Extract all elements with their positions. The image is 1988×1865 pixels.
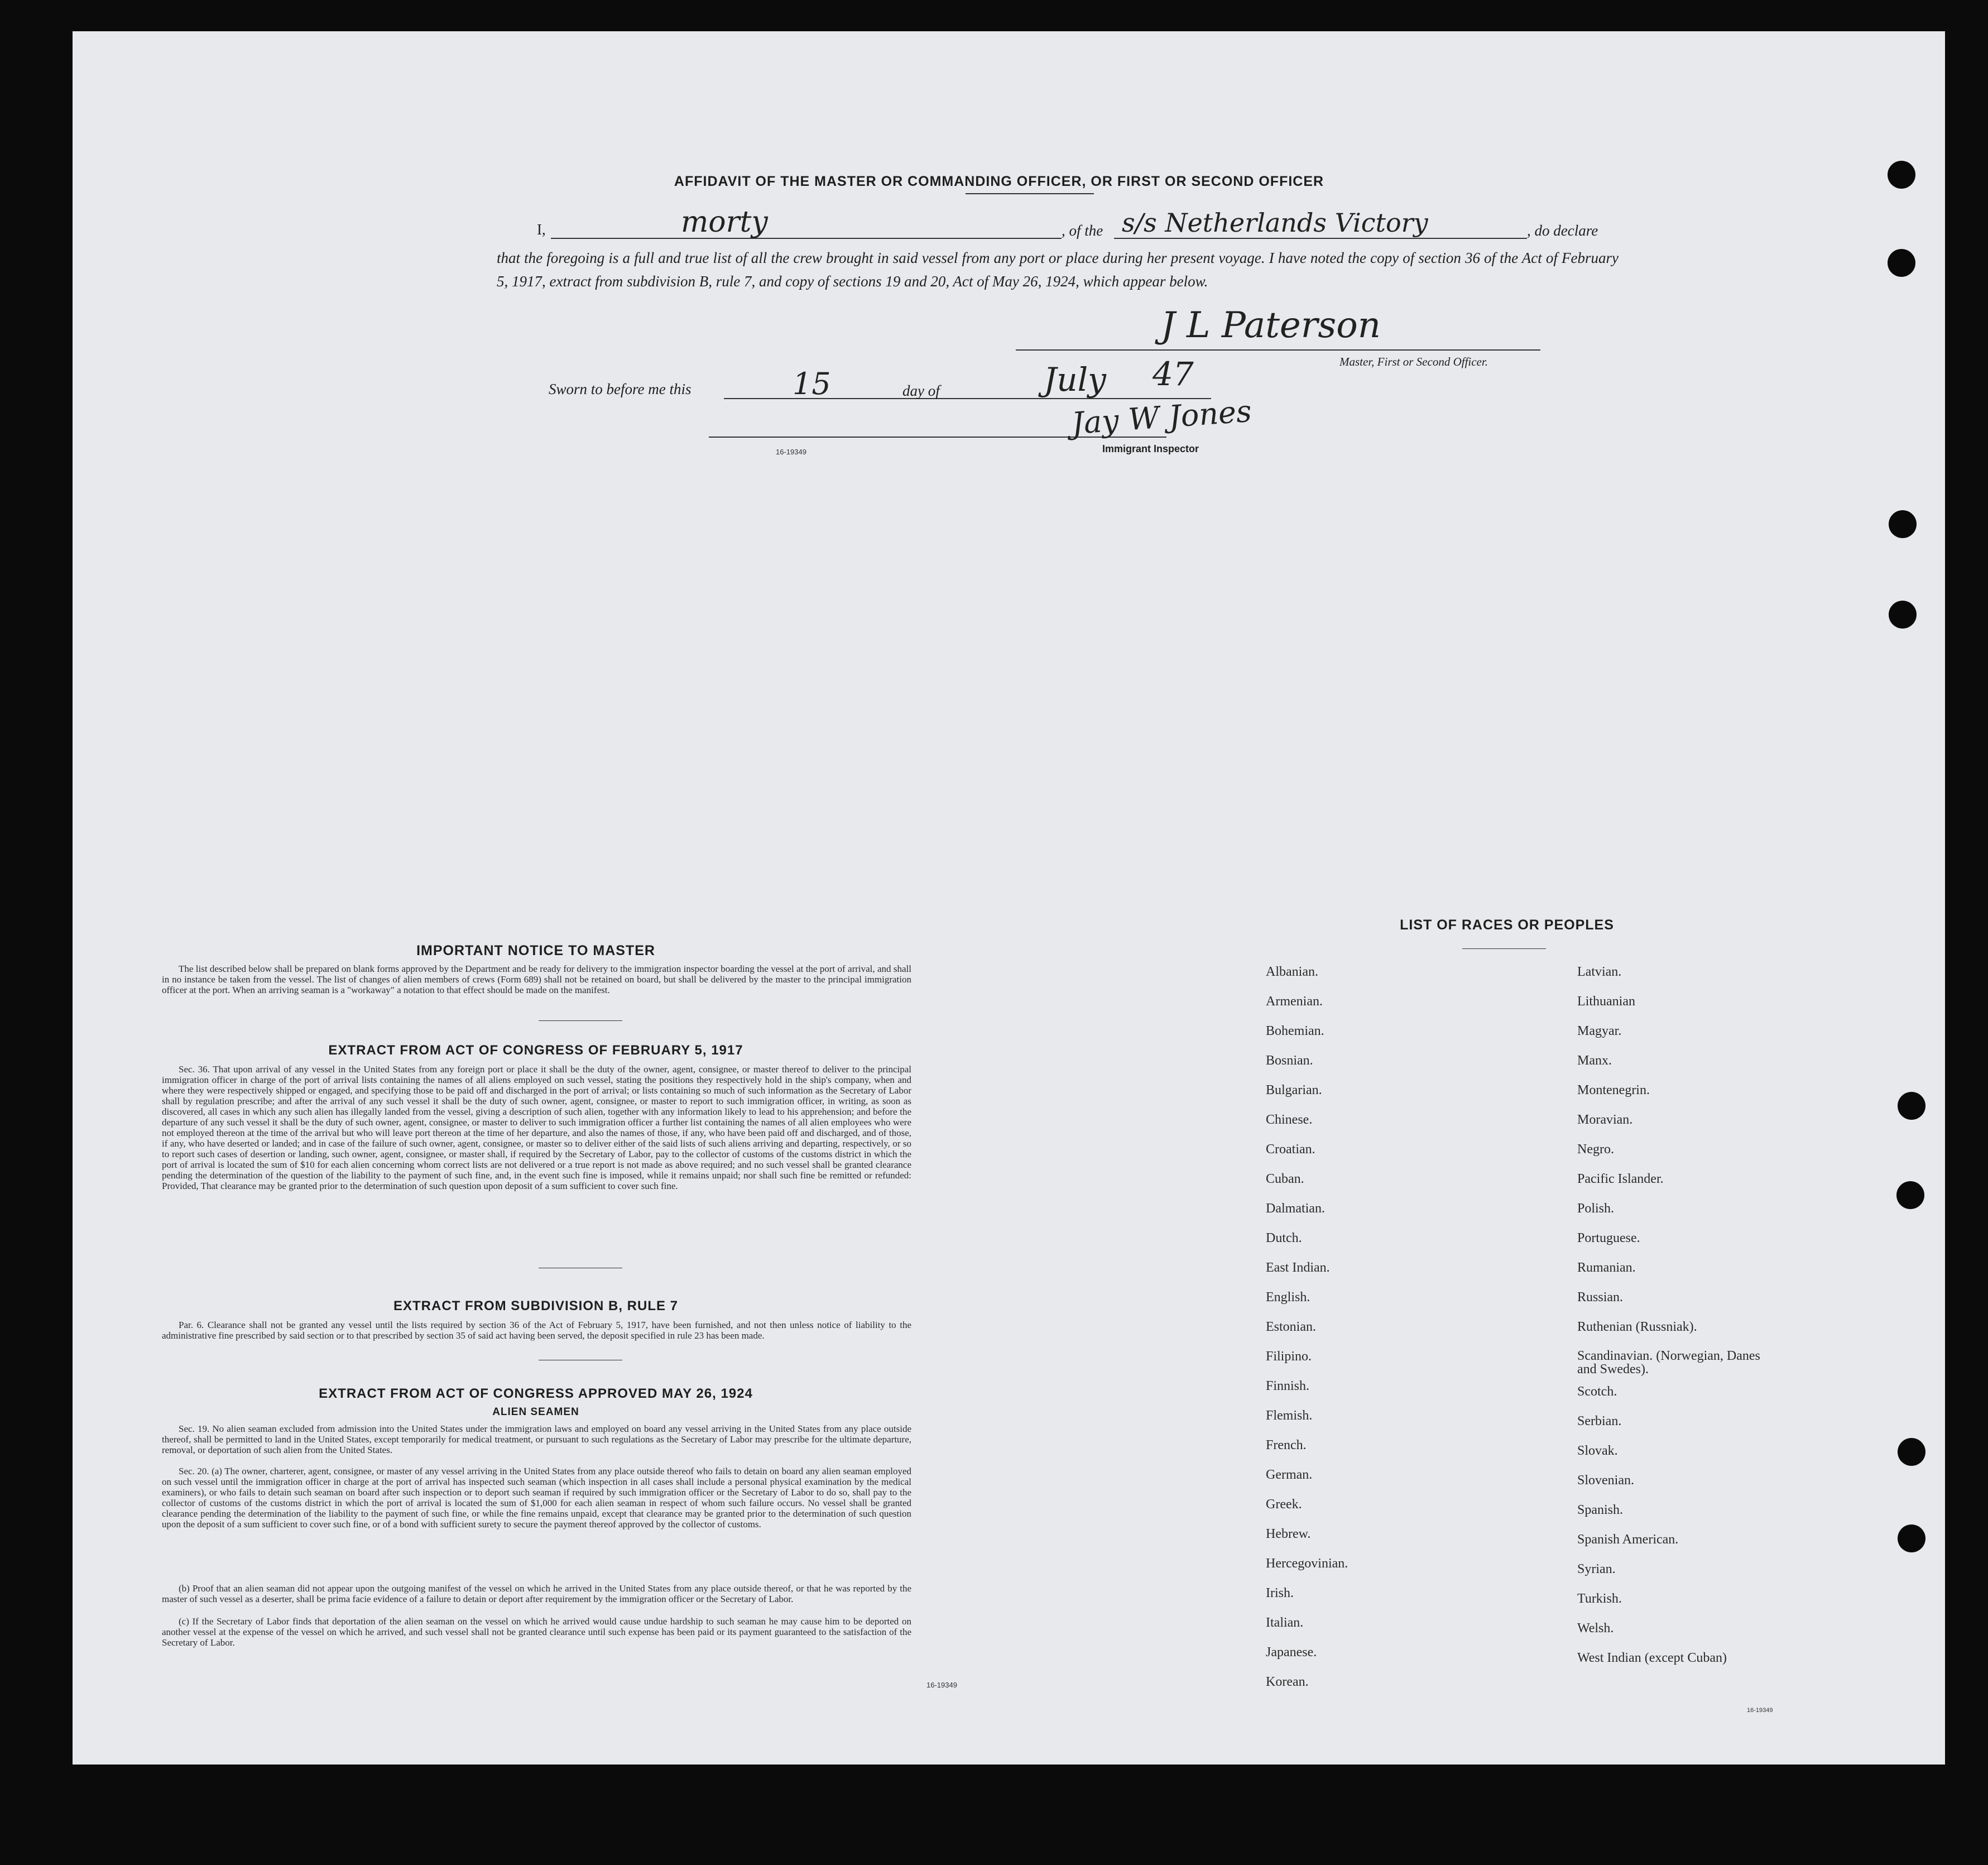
- handwritten-year: 47: [1153, 355, 1194, 393]
- race-item: Hebrew.: [1266, 1527, 1311, 1541]
- race-item: Rumanian.: [1577, 1260, 1636, 1275]
- race-item: Cuban.: [1266, 1172, 1304, 1186]
- race-item: Serbian.: [1577, 1414, 1622, 1428]
- race-item: Dalmatian.: [1266, 1201, 1325, 1216]
- do-declare-label: , do declare: [1527, 222, 1598, 239]
- race-item: Hercegovinian.: [1266, 1556, 1348, 1571]
- race-item: French.: [1266, 1438, 1307, 1452]
- race-item: Turkish.: [1577, 1591, 1622, 1606]
- race-item: Pacific Islander.: [1577, 1172, 1664, 1186]
- race-item: Filipino.: [1266, 1349, 1312, 1364]
- master-signature: J L Paterson: [1161, 305, 1381, 346]
- handwritten-day: 15: [793, 366, 831, 401]
- declaration-text: that the foregoing is a full and true list of all the crew brought in said vessel from any port or place during her present voyage. I have noted the copy of section 36 of the Act of February 5, 1917, extract from subdivision B, rule 7, and copy of sections 19 and 20, Act of May 26, 1924, which appear below.: [497, 250, 1619, 290]
- vessel-overline: [966, 193, 1094, 194]
- race-item: Slovak.: [1577, 1444, 1618, 1458]
- race-item: Lithuanian: [1577, 994, 1635, 1009]
- race-item: Greek.: [1266, 1497, 1302, 1512]
- binder-hole: [1896, 1181, 1924, 1209]
- race-item: English.: [1266, 1290, 1310, 1305]
- document-sheet: [73, 31, 1945, 1765]
- race-item: Spanish American.: [1577, 1532, 1679, 1547]
- handwritten-month: July: [1044, 361, 1106, 399]
- race-item: Estonian.: [1266, 1320, 1316, 1334]
- race-item: Syrian.: [1577, 1562, 1616, 1576]
- race-item: German.: [1266, 1468, 1313, 1482]
- binder-hole: [1898, 1092, 1925, 1120]
- extract-rule7-title: EXTRACT FROM SUBDIVISION B, RULE 7: [393, 1298, 679, 1313]
- binder-hole: [1898, 1438, 1925, 1466]
- race-item: Albanian.: [1266, 965, 1318, 979]
- race-item: Manx.: [1577, 1053, 1612, 1068]
- handwritten-name: morty: [681, 205, 768, 239]
- race-item: Latvian.: [1577, 965, 1622, 979]
- affidavit-form-number: 16-19349: [776, 448, 806, 456]
- races-form-number: 16-19349: [1747, 1707, 1773, 1714]
- extract-rule7-text: Par. 6. Clearance shall not be granted any vessel until the lists required by section 36 of the Act of February 5, 1917, have been furnished, and not then unless notice of liability to the administrative fine prescribed by said section or to that prescribed by section 35 of said act having been served, the deposit specified in rule 23 has been made.: [162, 1320, 911, 1341]
- race-item: Scandinavian. (Norwegian, Danes and Swedes).: [1577, 1349, 1760, 1377]
- sworn-label: Sworn to before me this: [549, 381, 692, 397]
- race-item: Croatian.: [1266, 1142, 1315, 1157]
- day-of-label: day of: [902, 382, 940, 399]
- inspector-caption: Immigrant Inspector: [1102, 443, 1199, 454]
- race-item: Negro.: [1577, 1142, 1614, 1157]
- extract-1917-text: Sec. 36. That upon arrival of any vessel in the United States from any foreign port or place it shall be the duty of the owner, agent, consignee, or master thereof to deliver to the principal immigration officer in charge of the port of arrival lists containing the names of all aliens employed on such vessel, stating the positions they respectively hold in the ship's company, when and where they were respectively shipped or engaged, and specifying those to be paid off and discharged in the port of arrival; or lists containing so much of such information as the Secretary of Labor shall by regulation prescribe; and after the arrival of any such vessel it shall be the duty of such owner, agent, consignee, or master to report to such immigration officer, in writing, as soon as discovered, all cases in which any such alien has illegally landed from the vessel, giving a description of such alien, together with any information likely to lead to his apprehension; and before the departure of any such vessel it shall be the duty of such owner, agent, consignee, or master to deliver to such immigration officer a further list containing the names of all alien employees who were not employed thereon at the time of the arrival but who will leave port thereon at the time of her departure, and also the names of those, if any, who have been paid off and discharged, and of those, if any, who have deserted or landed; and in case of the failure of such owner, agent, consignee, or master so to deliver either of the said lists of such aliens arriving and departing, respectively, or so to report such cases of desertion or landing, such owner, agent, consignee, or master shall, if required by the Secretary of Labor, pay to the collector of customs of the customs district in which the port of arrival is located the sum of $10 for each alien concerning whom correct lists are not delivered or a true report is not made as above required; and no such vessel shall be granted clearance pending the determination of the question of the liability to the payment of such fine, and, in the event such fine is imposed, while it remains unpaid; nor shall such fine be remitted or refunded: Provided, That clearance may be granted prior to the determination of such question upon deposit of a sum sufficient to cover such fine.: [162, 1064, 911, 1191]
- extract-form-number: 16-19349: [926, 1681, 957, 1689]
- sec19-text: Sec. 19. No alien seaman excluded from admission into the United States under the immigration laws and employed on board any vessel arriving in the United States from any place outside thereof, shall be permitted to land in the United States, except temporarily for medical treatment, or pursuant to such regulations as the Secretary of Labor may prescribe for the ultimate departure, removal, or deportation of such alien from the United States.: [162, 1423, 911, 1455]
- races-title: LIST OF RACES OR PEOPLES: [1400, 917, 1614, 933]
- race-item: Bulgarian.: [1266, 1083, 1322, 1097]
- race-item: Portuguese.: [1577, 1231, 1640, 1245]
- race-item: Italian.: [1266, 1615, 1304, 1630]
- race-item: West Indian (except Cuban): [1577, 1651, 1727, 1665]
- race-item: Flemish.: [1266, 1408, 1313, 1423]
- master-caption: Master, First or Second Officer.: [1339, 355, 1488, 368]
- race-item: Bohemian.: [1266, 1024, 1324, 1038]
- races-divider: [1462, 948, 1546, 949]
- race-item: Japanese.: [1266, 1645, 1317, 1660]
- race-item: Korean.: [1266, 1675, 1309, 1689]
- race-item: Spanish.: [1577, 1503, 1624, 1517]
- affidavit-title: AFFIDAVIT OF THE MASTER OR COMMANDING OFFICER, OR FIRST OR SECOND OFFICER: [674, 174, 1324, 189]
- binder-hole: [1888, 249, 1915, 277]
- binder-hole: [1888, 161, 1915, 189]
- race-item: Welsh.: [1577, 1621, 1614, 1636]
- name-line: [551, 238, 1062, 239]
- sec20b-text: (b) Proof that an alien seaman did not appear upon the outgoing manifest of the vessel on which he arrived in the United States from any place outside thereof, or that he was reported by the master of such vessel as a deserter, shall be prima facie evidence of a failure to detain or deport after requirement by the immigration officer or the Secretary of Labor.: [162, 1583, 911, 1604]
- of-the-label: , of the: [1062, 222, 1103, 239]
- race-item: Finnish.: [1266, 1379, 1310, 1393]
- notice-text: The list described below shall be prepared on blank forms approved by the Department and be ready for delivery to the immigration inspector boarding the vessel at the port of arrival, and shall in no instance be taken from the vessel. The list of changes of alien members of crews (Form 689) shall not be retained on board, but shall be delivered by the master to the principal immigration officer at the port. When an arriving seaman is a "workaway" a notation to that effect should be made on the manifest.: [162, 963, 911, 995]
- race-item: Magyar.: [1577, 1024, 1622, 1038]
- race-item: Bosnian.: [1266, 1053, 1313, 1068]
- i-label: I,: [537, 221, 546, 238]
- race-item: Moravian.: [1577, 1113, 1633, 1127]
- notice-title: IMPORTANT NOTICE TO MASTER: [416, 943, 655, 958]
- extract-1924-title: EXTRACT FROM ACT OF CONGRESS APPROVED MAY 26, 1924: [319, 1386, 753, 1401]
- master-signature-line: [1016, 349, 1540, 351]
- notice-divider: [539, 1020, 622, 1021]
- race-item: Ruthenian (Russniak).: [1577, 1320, 1697, 1334]
- race-item: Armenian.: [1266, 994, 1323, 1009]
- race-item: Montenegrin.: [1577, 1083, 1650, 1097]
- race-item: Dutch.: [1266, 1231, 1302, 1245]
- race-item: Irish.: [1266, 1586, 1294, 1600]
- sec20c-text: (c) If the Secretary of Labor finds that deportation of the alien seaman on the vessel on which he arrived would cause undue hardship to such seaman he may cause him to be deported on another vessel at the expense of the vessel on which he arrived, and such vessel shall not be granted clearance until such expense has been paid or its payment guaranteed to the satisfaction of the Secretary of Labor.: [162, 1616, 911, 1648]
- binder-hole: [1898, 1524, 1925, 1552]
- sec20a-text: Sec. 20. (a) The owner, charterer, agent, consignee, or master of any vessel arriving in the United States from any place outside thereof who fails to detain on board any alien seaman employed on such vessel until the immigration officer in charge at the port of arrival has inspected such seaman (which inspection in all cases shall include a personal physical examination by the medical examiners), or who fails to detain such seaman on board after such inspection or to deport such seaman if required by such immigration officer or the Secretary of Labor to do so, shall pay to the collector of customs of the customs district in which the port of arrival is located the sum of $1,000 for each alien seaman in respect of whom such failure occurs. No vessel shall be granted clearance pending the determination of the liability to the payment of such fine, or while the fine remains unpaid, except that clearance may be granted prior to the determination of such question upon the deposit of a sum sufficient to cover such fine, or of a bond with sufficient surety to secure the payment thereof approved by the collector of customs.: [162, 1466, 911, 1530]
- race-item: Russian.: [1577, 1290, 1624, 1305]
- race-item: Chinese.: [1266, 1113, 1313, 1127]
- extract-1924-subtitle: ALIEN SEAMEN: [492, 1406, 579, 1418]
- handwritten-vessel: s/s Netherlands Victory: [1122, 208, 1428, 238]
- vessel-line: [1114, 238, 1527, 239]
- binder-hole: [1889, 601, 1917, 629]
- race-item: Slovenian.: [1577, 1473, 1634, 1488]
- race-item: Polish.: [1577, 1201, 1615, 1216]
- race-item: Scotch.: [1577, 1384, 1617, 1399]
- inspector-signature: Jay W Jones: [1070, 393, 1253, 442]
- binder-hole: [1889, 510, 1917, 538]
- extract-1917-title: EXTRACT FROM ACT OF CONGRESS OF FEBRUARY 5, 1917: [328, 1043, 743, 1058]
- race-item: East Indian.: [1266, 1260, 1330, 1275]
